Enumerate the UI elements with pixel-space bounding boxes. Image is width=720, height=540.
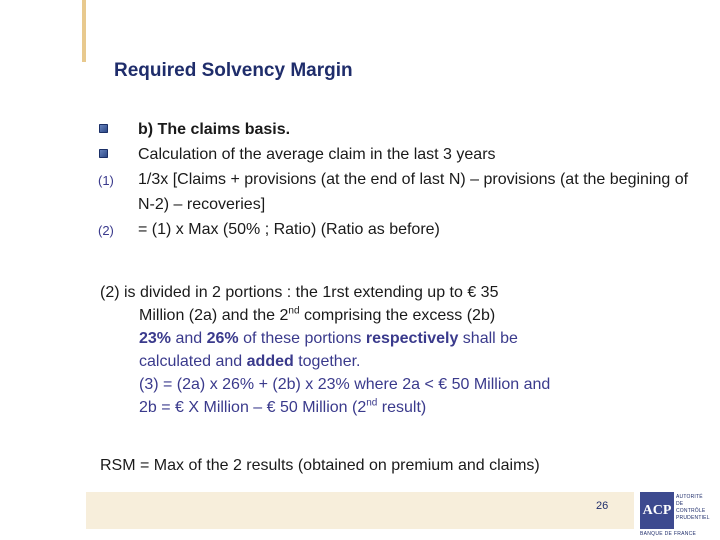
bullet-list [98,117,698,242]
respectively-text: respectively [365,330,459,347]
square-bullet-icon [99,124,108,133]
logo-letters: ACP [640,492,674,529]
percent-23: 23% [139,330,172,347]
para-text: 2b = € X Million – € 50 Million (2 [139,399,367,416]
percent-26: 26% [206,330,239,347]
para-line [100,327,700,350]
superscript: nd [366,397,378,409]
portions-paragraph [100,281,700,419]
rsm-line: RSM = Max of the 2 results (obtained on premium and claims) [100,457,540,474]
para-line: (3) = (2a) x 26% + (2b) x 23% where 2a < € 50 Million and [139,376,551,393]
bullet-number: (2) [98,223,114,238]
bullet-item [98,142,698,167]
bullet-text-bold: b) The claims basis. [138,121,291,138]
para-text: calculated and [139,353,247,370]
acp-logo [640,492,710,537]
bullet-text: Calculation of the average claim in the last 3 years [138,146,496,163]
para-text: of these portions [238,330,366,347]
para-text: result) [377,399,427,416]
para-text: and [171,330,207,347]
bullet-text [138,121,290,138]
bullet-item [98,117,698,142]
para-line [100,350,700,373]
superscript: nd [288,305,300,317]
page-number: 26 [596,500,609,512]
para-line [100,396,700,419]
para-line: (2) is divided in 2 portions : the 1rst extending up to € 35 [100,284,499,301]
para-text: together. [293,353,361,370]
page-title: Required Solvency Margin [114,60,353,81]
bullet-text: = (1) x Max (50% ; Ratio) (Ratio as before) [138,221,440,238]
para-line [100,304,700,327]
logo-line: PRUDENTIEL [676,515,710,521]
bullet-item [98,217,698,242]
added-text: added [246,353,294,370]
bullet-item [98,167,698,217]
bullet-text: 1/3x [Claims + provisions (at the end of last N) – provisions (at the begining of N-2) – recoveries] [138,171,689,213]
square-bullet-icon [99,149,108,158]
para-text: comprising the excess (2b) [299,307,496,324]
para-text: shall be [458,330,518,347]
logo-caption [676,494,710,522]
footer-band [86,492,634,529]
para-text: Million (2a) and the 2 [139,307,289,324]
logo-line: DE CONTRÔLE [676,501,706,514]
bullet-number: (1) [98,173,114,188]
logo-subtitle: BANQUE DE FRANCE [640,531,697,537]
logo-line: AUTORITÉ [676,494,703,500]
accent-bar [82,0,86,62]
